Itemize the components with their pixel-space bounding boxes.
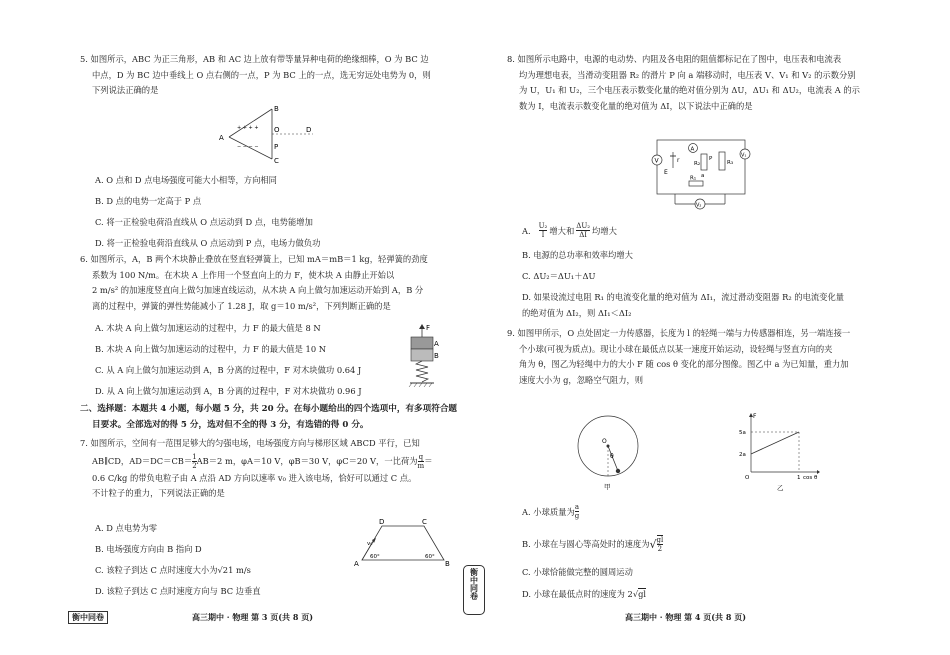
q8-voltmeter-v2: V₂ — [696, 202, 702, 209]
q6-option-a: A. 木块 A 向上做匀加速运动的过程中，力 F 的最大值是 8 N — [95, 323, 321, 333]
q8-label-r2: R₂ — [694, 161, 701, 167]
q7-option-d: D. 该粒子到达 C 点时速度方向与 BC 边垂直 — [95, 586, 261, 596]
q7-stem-line — [80, 452, 433, 471]
q9-caption-jia: 甲 — [604, 483, 611, 491]
page-footer-right: 高三期中 · 物理 第 4 页(共 8 页) — [625, 612, 746, 622]
q9-tick-5a: 5a — [739, 430, 746, 436]
q5-label-c: C — [274, 157, 279, 165]
q8-option-b: B. 电源的总功率和效率均增大 — [522, 250, 633, 260]
q5-label-d: D — [306, 126, 312, 134]
q8-stem-line: 为 U，U₁ 和 U₂，三个电压表示数变化量的绝对值分别为 ΔU，ΔU₁ 和 ΔU₂，电流表 A 的示 — [519, 85, 860, 95]
q9-option-b — [522, 535, 663, 553]
q7-stem-line: 不计粒子的重力，下列说法正确的是 — [92, 488, 225, 498]
q7-option-c: C. 该粒子到达 C 点时速度大小为√21 m/s — [95, 565, 251, 575]
frac-num: q — [418, 452, 424, 461]
q8-opt-a-mid: 增大和 — [549, 225, 575, 236]
q5-option-c: C. 将一正检验电荷沿直线从 O 点运动到 D 点，电势能增加 — [95, 217, 313, 227]
q9-opt-b-text: B. 小球在与圆心等高处时的速度为 — [522, 539, 650, 549]
q7-stem-line: 0.6 C/kg 的带负电粒子由 A 点沿 AD 方向以速率 v₀ 进入该电场，恰好可以通过 C 点。 — [92, 472, 417, 483]
q8-circuit-figure — [645, 132, 761, 212]
publisher-stamp: 衡中同卷 — [68, 611, 108, 624]
q8-stem-line: 8. 如图所示电路中，电源的电动势、内阻及各电阻的阻值都标记在了图中，电压表和电流表 — [507, 54, 842, 64]
sqrt-sign: √ — [632, 589, 639, 599]
sqrt-sign: √ — [649, 537, 657, 551]
q7-trapezoid-figure — [352, 518, 452, 568]
q5-label-b: B — [274, 105, 279, 113]
q6-option-b: B. 木块 A 向上做匀加速运动的过程中，力 F 的最大值是 10 N — [95, 344, 326, 354]
frac-num: U₂ — [538, 222, 548, 230]
right-page — [475, 0, 950, 655]
q9-frac-gl-2 — [657, 535, 664, 553]
q8-label-r3: R₃ — [727, 160, 734, 166]
q7-label-v0: v₀ — [367, 541, 373, 547]
q6-stem-line — [80, 252, 428, 268]
q5-triangle-figure — [215, 103, 325, 165]
q9-opt-d-text: D. 小球在最低点时的速度为 2 — [522, 589, 633, 599]
q5-option-d: D. 将一正检验电荷沿直线从 O 点运动到 P 点，电场力做负功 — [95, 238, 321, 248]
q6-stem-line: 系数为 100 N/m。在木块 A 上作用一个竖直向上的力 F，使木块 A 由静止开始以 — [92, 269, 395, 280]
q5-label-a: A — [219, 134, 224, 142]
question-8 — [507, 52, 860, 114]
q8-stem-line: 数为 I，电流表示数变化量的绝对值为 ΔI，以下说法中正确的是 — [519, 100, 753, 111]
section-2-line: 二、选择题：本题共 4 小题，每小题 5 分，共 20 分。在每小题给出的四个选项中，有多项符合题 — [80, 404, 458, 414]
q9-label-o: O — [602, 438, 607, 445]
q6-stem-tail: A＝mB＝1 kg，轻弹簧的劲度 — [314, 254, 428, 264]
q5-stem-line: 中点，D 为 BC 边中垂线上 O 点右侧的一点，P 为 BC 上的一点，选无穷远处电势为 0，则 — [92, 69, 431, 80]
q8-label-r: r — [677, 157, 680, 164]
frac-num: ΔU₂ — [576, 222, 591, 230]
q9-label-theta: θ — [610, 453, 614, 460]
frac-num: a — [574, 503, 580, 511]
q7-label-c: C — [422, 518, 427, 526]
q9-axis-cos: cos θ — [803, 475, 818, 481]
frac-den: I — [541, 231, 545, 239]
frac-den: m — [417, 461, 425, 470]
frac-den: g — [574, 512, 580, 520]
frac-num: 1 — [192, 452, 197, 461]
q7-angle-b: 60° — [425, 554, 435, 560]
q8-option-c: C. ΔU₂＝ΔU₁＋ΔU — [522, 271, 596, 281]
q8-stem-line: 均为理想电表，当滑动变阻器 R₂ 的滑片 P 向 a 端移动时，电压表 V、V₁ 和 V₂ 的示数分别 — [519, 69, 856, 80]
q7-label-b: B — [445, 560, 450, 568]
q6-option-c: C. 从 A 向上做匀加速运动到 A，B 分离的过程中，F 对木块做功 0.64 J — [95, 365, 362, 375]
frac-num: gl — [656, 536, 664, 544]
q8-label-a-end: a — [701, 173, 705, 179]
frac-den: 2 — [192, 461, 197, 470]
q9-tick-1: 1 — [797, 475, 801, 481]
q8-frac-u2-i — [539, 222, 548, 239]
q7-label-d: D — [379, 518, 385, 526]
q7-option-a: A. D 点电势为零 — [95, 523, 158, 533]
q8-opt-a-label: A. — [522, 225, 531, 236]
q9-stem-line: 9. 如图甲所示，O 点处固定一力传感器，长度为 l 的轻绳一端与力传感器相连，另一端连接一 — [507, 328, 851, 338]
q8-label-e: E — [664, 169, 668, 176]
q8-option-d-cont: 的绝对值为 ΔI₂，则 ΔI₁＜ΔI₂ — [522, 308, 632, 318]
q6-spring-figure — [405, 323, 439, 389]
q9-caption-yi: 乙 — [777, 484, 784, 492]
q6-stem-head: 6. 如图所示，A，B 两个木块静止叠放在竖直轻弹簧上，已知 m — [80, 254, 315, 264]
q9-opt-d-radicand: gl — [638, 589, 647, 599]
q7-label-a: A — [354, 560, 359, 568]
q8-option-a — [522, 222, 617, 239]
q9-option-d — [522, 588, 646, 600]
q5-stem-line: 下列说法正确的是 — [92, 85, 159, 95]
q9-stem-line: 个小球(可视为质点)。现让小球在最低点以某一速度开始运动，设轻绳与竖直方向的夹 — [519, 343, 833, 354]
q8-label-p: P — [709, 156, 713, 162]
q5-option-b: B. D 点的电势一定高于 P 点 — [95, 196, 202, 206]
q7-option-b: B. 电场强度方向由 B 指向 D — [95, 544, 202, 554]
question-6 — [80, 252, 428, 314]
q6-label-a: A — [434, 340, 439, 348]
q7-stem-part: AB∥CD，AD＝DC＝CB＝ — [92, 455, 193, 466]
question-7 — [80, 436, 433, 502]
q8-ammeter-a: A — [690, 146, 695, 153]
q5-label-o: O — [274, 126, 280, 134]
seal-text: 衡中同卷 — [469, 568, 480, 600]
page-footer-left: 高三期中 · 物理 第 3 页(共 8 页) — [192, 612, 313, 622]
q7-stem-line: 7. 如图所示，空间有一范围足够大的匀强电场，电场强度方向与梯形区域 ABCD 平行，已知 — [80, 438, 420, 448]
q6-label-f: F — [426, 324, 431, 332]
q9-stem-line: 速度大小为 g，忽略空气阻力，则 — [519, 374, 644, 385]
q5-stem-line: 5. 如图所示，ABC 为正三角形，AB 和 AC 边上放有带等量异种电荷的绝缘细棒，O 为 BC 边 — [80, 54, 429, 64]
q9-option-a — [522, 503, 579, 520]
q8-voltmeter-v: V — [654, 157, 659, 165]
section-2-header — [80, 402, 457, 433]
q9-origin: O — [745, 475, 750, 481]
q8-option-d: D. 如果设流过电阻 R₁ 的电流变化量的绝对值为 ΔI₁，流过滑动变阻器 R₂ 的电流变化量 — [522, 292, 845, 302]
q9-opt-a-text: A. 小球质量为 — [522, 506, 575, 517]
question-5 — [80, 52, 431, 99]
svg-text:+ + + +: + + + + — [237, 125, 259, 131]
q6-stem-line: 2 m/s² 的加速度竖直向上做匀加速直线运动，从木块 A 向上做匀加速运动开始到 A，B 分 — [92, 285, 424, 295]
q7-stem-part: AB＝2 m，φA＝10 V，φB＝30 V，φC＝20 V，一比荷为 — [196, 455, 418, 466]
frac-den: 2 — [657, 545, 663, 553]
q9-circle-figure-jia — [570, 410, 650, 492]
section-2-line: 目要求。全部选对的得 5 分，选对但不全的得 3 分，有选错的得 0 分。 — [92, 419, 369, 430]
q6-label-b: B — [434, 352, 439, 360]
question-9 — [507, 326, 850, 388]
q9-axis-f: F — [753, 413, 757, 420]
q8-opt-a-post: 均增大 — [592, 225, 617, 236]
q7-angle-a: 60° — [370, 554, 380, 560]
svg-text:− − − −: − − − − — [237, 144, 259, 150]
q6-option-d: D. 从 A 向上做匀加速运动到 A，B 分离的过程中，F 对木块做功 0.96 J — [95, 386, 362, 396]
q7-stem-eq: ＝ — [424, 455, 433, 466]
q9-frac-a-g — [575, 503, 579, 520]
q8-voltmeter-v1: V₁ — [741, 152, 747, 159]
q9-stem-line: 角为 θ，图乙为轻绳中力的大小 F 随 cos θ 变化的部分图像。图乙中 a 为已知量，重力加 — [519, 359, 849, 369]
q5-option-a: A. O 点和 D 点电场强度可能大小相等，方向相同 — [95, 175, 277, 185]
q9-tick-2a: 2a — [739, 452, 746, 458]
q8-label-r1: R₁ — [690, 175, 697, 182]
q8-frac-du2-di — [576, 222, 590, 239]
q9-option-c: C. 小球恰能做完整的圆周运动 — [522, 567, 633, 577]
q6-stem-line: 离的过程中，弹簧的弹性势能减小了 1.28 J，取 g＝10 m/s²，下列判断正确的是 — [92, 300, 391, 311]
q9-graph-figure-yi — [737, 412, 821, 492]
frac-den: ΔI — [579, 231, 588, 239]
q5-label-p: P — [274, 143, 279, 151]
